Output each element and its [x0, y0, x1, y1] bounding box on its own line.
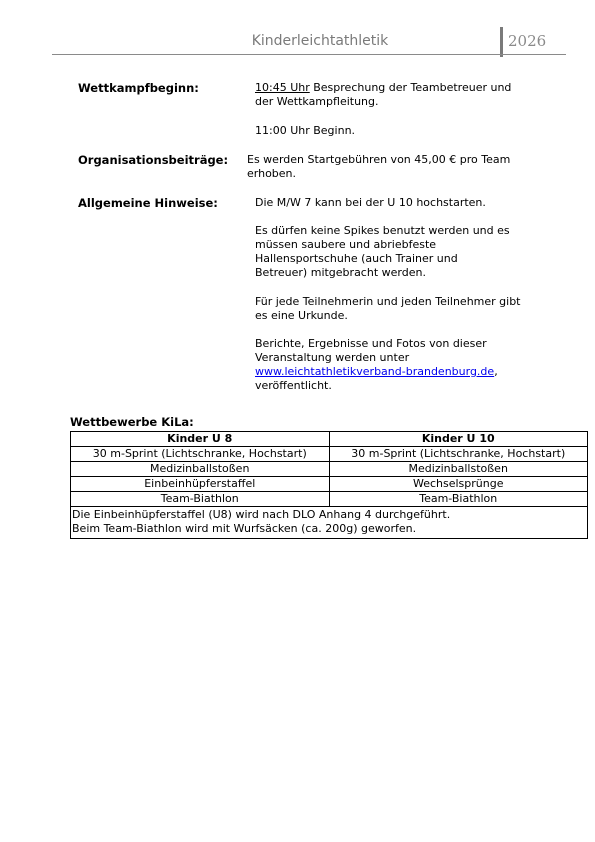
wettbewerbe-table — [70, 431, 588, 539]
hinweise-p2-line3: Hallensportschuhe (auch Trainer und — [255, 252, 458, 265]
table-header-row — [71, 432, 588, 447]
hinweise-p3-line1: Für jede Teilnehmerin und jeden Teilnehmer gibt — [255, 295, 521, 308]
note-line: Die Einbeinhüpferstaffel (U8) wird nach DLO Anhang 4 durchgeführt. — [72, 508, 451, 521]
wettkampf-line1 — [255, 81, 511, 95]
wettkampf-line1-rest: Besprechung der Teambetreuer und — [309, 81, 512, 94]
verband-link[interactable]: www.leichtathletikverband-brandenburg.de — [255, 365, 495, 378]
header-title: Kinderleichtathletik — [251, 33, 389, 49]
label-organisationsbeitraege: Organisationsbeiträge: — [78, 153, 229, 167]
wettkampf-line2: der Wettkampfleitung. — [255, 95, 379, 108]
header-year: 2026 — [508, 32, 547, 50]
hinweise-p4-line2: Veranstaltung werden unter — [255, 351, 410, 364]
table-notes — [71, 507, 588, 539]
hinweise-p3-line2: es eine Urkunde. — [255, 309, 348, 322]
hinweise-p4-line4: veröffentlicht. — [255, 379, 332, 392]
hinweise-p4-line1: Berichte, Ergebnisse und Fotos von dieser — [255, 337, 487, 350]
hinweise-p4-line3 — [255, 365, 498, 379]
column-header-u8: Kinder U 8 — [71, 432, 330, 447]
table-cell: 30 m-Sprint (Lichtschranke, Hochstart) — [329, 447, 588, 462]
label-wettkampfbeginn: Wettkampfbeginn: — [78, 81, 199, 95]
table-cell: Medizinballstoßen — [329, 462, 588, 477]
header-divider — [500, 27, 503, 57]
wettkampf-time: 10:45 Uhr — [255, 81, 310, 94]
wettbewerbe-heading: Wettbewerbe KiLa: — [70, 415, 194, 429]
table-cell: Wechselsprünge — [329, 477, 588, 492]
hinweise-p2-line4: Betreuer) mitgebracht werden. — [255, 266, 426, 279]
header-rule — [52, 54, 566, 55]
hinweise-p2-line2: müssen saubere und abriebfeste — [255, 238, 437, 251]
note-line: Beim Team-Biathlon wird mit Wurfsäcken (ca. 200g) geworfen. — [72, 522, 417, 535]
table-cell: Einbeinhüpferstaffel — [71, 477, 330, 492]
column-header-u10: Kinder U 10 — [329, 432, 588, 447]
table-cell: 30 m-Sprint (Lichtschranke, Hochstart) — [71, 447, 330, 462]
label-allgemeine-hinweise: Allgemeine Hinweise: — [78, 196, 218, 210]
table-row — [71, 492, 588, 507]
hinweise-p2-line1: Es dürfen keine Spikes benutzt werden und es — [255, 224, 510, 237]
table-row — [71, 477, 588, 492]
hinweise-p1: Die M/W 7 kann bei der U 10 hochstarten. — [255, 196, 486, 209]
table-notes-row — [71, 507, 588, 539]
wettkampf-line3: 11:00 Uhr Beginn. — [255, 124, 356, 137]
table-cell: Team-Biathlon — [71, 492, 330, 507]
organisation-line2: erhoben. — [247, 167, 297, 180]
table-cell: Team-Biathlon — [329, 492, 588, 507]
link-comma: , — [494, 365, 498, 378]
table-row — [71, 447, 588, 462]
table-cell: Medizinballstoßen — [71, 462, 330, 477]
organisation-line1: Es werden Startgebühren von 45,00 € pro Team — [247, 153, 511, 166]
table-row — [71, 462, 588, 477]
